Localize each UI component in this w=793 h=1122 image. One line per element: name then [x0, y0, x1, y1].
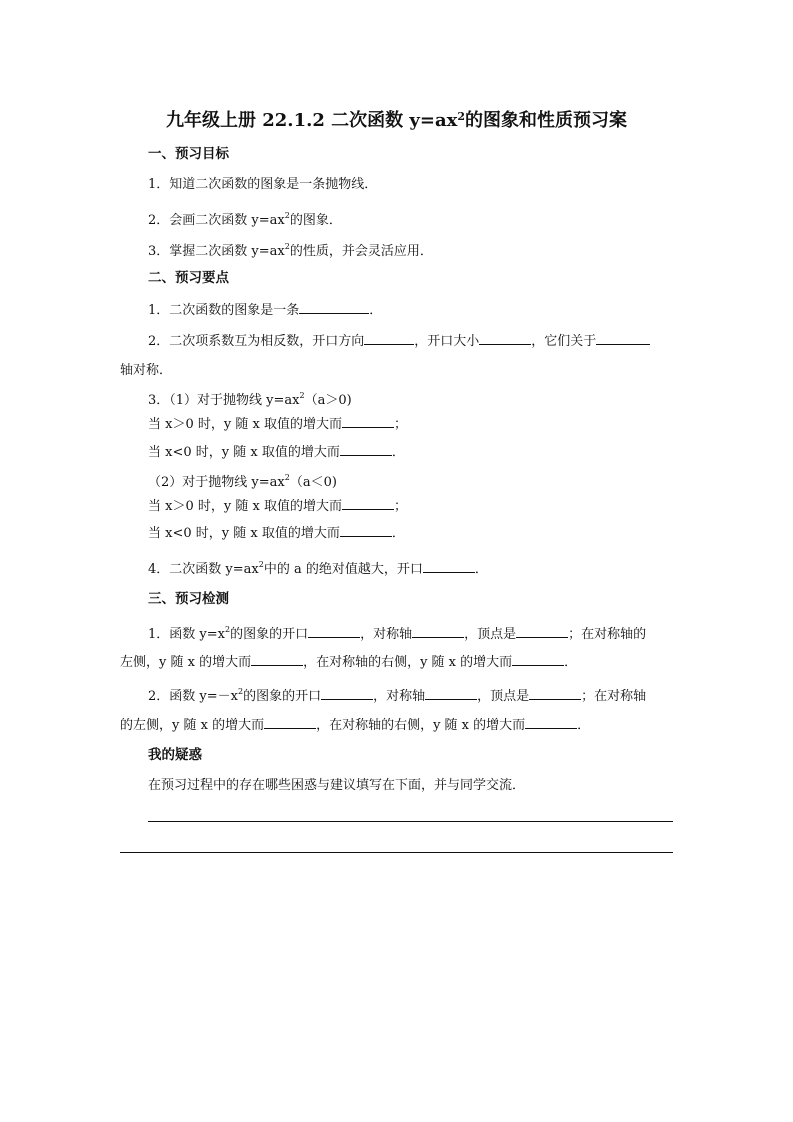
answer-blank[interactable]	[299, 300, 369, 314]
exponent: 2	[237, 687, 244, 696]
keypoint-3-case-2	[148, 442, 405, 462]
answer-blank[interactable]	[512, 652, 564, 666]
case-text: 当 x＞0 时，y 随 x 取值的增大而	[148, 417, 342, 432]
keypoint-3-part-2	[148, 469, 337, 492]
section-heading-keypoints: 二、预习要点	[148, 270, 229, 286]
keypoint-1-text: 1．二次函数的图象是一条	[148, 303, 300, 318]
section-heading-goals: 一、预习目标	[148, 146, 229, 162]
check-question-2	[148, 683, 646, 706]
goal-item-3-end: 的性质，并会灵活应用．	[289, 244, 433, 259]
title-suffix: 的图象和性质预习案	[465, 110, 628, 131]
goal-item-1: 1．知道二次函数的图象是一条抛物线．	[148, 177, 378, 192]
answer-blank[interactable]	[412, 624, 464, 638]
case-end: ．	[391, 526, 405, 541]
answer-blank[interactable]	[364, 331, 414, 345]
page-title	[0, 106, 793, 132]
keypoint-item-1	[148, 300, 382, 320]
exponent: 2	[224, 625, 231, 634]
part-2-text: （2）对于抛物线 y=ax	[148, 475, 285, 490]
check-question-2-cont	[120, 715, 590, 735]
answer-blank[interactable]	[340, 523, 392, 537]
section-heading-doubts: 我的疑惑	[148, 747, 202, 763]
keypoint-4-end: ．	[474, 562, 488, 577]
answer-line[interactable]	[120, 852, 673, 853]
goal-item-2-text: 2．会画二次函数 y=ax	[148, 213, 285, 228]
goal-item-2	[148, 207, 342, 230]
case-end: ；	[393, 417, 407, 432]
keypoint-3-case-3	[148, 496, 407, 516]
answer-blank[interactable]	[516, 624, 568, 638]
answer-blank[interactable]	[529, 686, 581, 700]
keypoint-4-text-b: 中的 a 的绝对值越大，开口	[263, 562, 423, 577]
goal-item-3-text: 3．掌握二次函数 y=ax	[148, 244, 285, 259]
answer-blank[interactable]	[342, 496, 394, 510]
answer-blank[interactable]	[264, 715, 316, 729]
section-heading-check: 三、预习检测	[148, 591, 229, 607]
keypoint-item-3	[148, 387, 352, 410]
answer-blank[interactable]	[423, 559, 475, 573]
answer-blank[interactable]	[251, 652, 303, 666]
q2-text: 2．函数 y=－x	[148, 689, 238, 704]
exponent: 2	[258, 560, 264, 569]
q1-text-b: 的图象的开口	[230, 627, 309, 642]
keypoint-item-2-cont: 轴对称．	[120, 363, 173, 378]
keypoint-4-text: 4．二次函数 y=ax	[148, 562, 259, 577]
goal-item-2-end: 的图象．	[289, 213, 342, 228]
keypoint-1-end: ．	[369, 303, 383, 318]
q1-text-e: ；在对称轴的	[568, 627, 647, 642]
exponent: 2	[284, 473, 290, 482]
q2-text-e: ；在对称轴	[581, 689, 647, 704]
q1-text-c: ，对称轴	[360, 627, 413, 642]
check-question-1	[148, 621, 646, 644]
answer-blank[interactable]	[425, 686, 477, 700]
q1-text-g: ，在对称轴的右侧，y 随 x 的增大而	[303, 655, 513, 670]
goal-item-3	[148, 238, 433, 261]
q2-text-g: ，在对称轴的右侧，y 随 x 的增大而	[316, 718, 526, 733]
keypoint-2-text-c: ，它们关于	[531, 334, 597, 349]
keypoint-2-text: 2．二次项系数互为相反数，开口方向	[148, 334, 365, 349]
doubts-instructions: 在预习过程中的存在哪些困惑与建议填写在下面，并与同学交流．	[148, 778, 526, 793]
answer-blank[interactable]	[321, 686, 373, 700]
keypoint-3-cond: （a＞0)	[304, 393, 352, 408]
answer-blank[interactable]	[308, 624, 360, 638]
answer-blank[interactable]	[596, 331, 650, 345]
keypoint-3-text: 3．（1）对于抛物线 y=ax	[148, 393, 300, 408]
case-text: 当 x<0 时，y 随 x 取值的增大而	[148, 445, 340, 460]
answer-blank[interactable]	[340, 442, 392, 456]
part-2-cond: （a＜0)	[289, 475, 337, 490]
answer-blank[interactable]	[479, 331, 531, 345]
q2-text-b: 的图象的开口	[243, 689, 322, 704]
answer-blank[interactable]	[525, 715, 577, 729]
answer-line[interactable]	[148, 821, 673, 822]
keypoint-3-case-4	[148, 523, 405, 543]
title-prefix: 九年级上册 22.1.2 二次函数 y=ax	[165, 110, 458, 131]
keypoint-3-case-1	[148, 414, 407, 434]
keypoint-item-2	[148, 331, 650, 351]
q2-end: ．	[577, 718, 591, 733]
keypoint-item-4	[148, 556, 488, 579]
answer-blank[interactable]	[342, 414, 394, 428]
check-question-1-cont	[120, 652, 577, 672]
case-text: 当 x＞0 时，y 随 x 取值的增大而	[148, 499, 342, 514]
q1-text-d: ，顶点是	[464, 627, 517, 642]
exponent: 2	[284, 211, 290, 220]
title-exponent: 2	[457, 110, 466, 123]
case-text: 当 x<0 时，y 随 x 取值的增大而	[148, 526, 340, 541]
exponent: 2	[299, 391, 305, 400]
case-end: ．	[391, 445, 405, 460]
q1-text-f: 左侧，y 随 x 的增大而	[120, 655, 252, 670]
case-end: ；	[393, 499, 407, 514]
q2-text-f: 的左侧，y 随 x 的增大而	[120, 718, 265, 733]
keypoint-2-text-b: ，开口大小	[414, 334, 480, 349]
q1-end: ．	[564, 655, 578, 670]
q2-text-d: ，顶点是	[477, 689, 530, 704]
q1-text: 1．函数 y=x	[148, 627, 225, 642]
exponent: 2	[284, 242, 290, 251]
q2-text-c: ，对称轴	[373, 689, 426, 704]
